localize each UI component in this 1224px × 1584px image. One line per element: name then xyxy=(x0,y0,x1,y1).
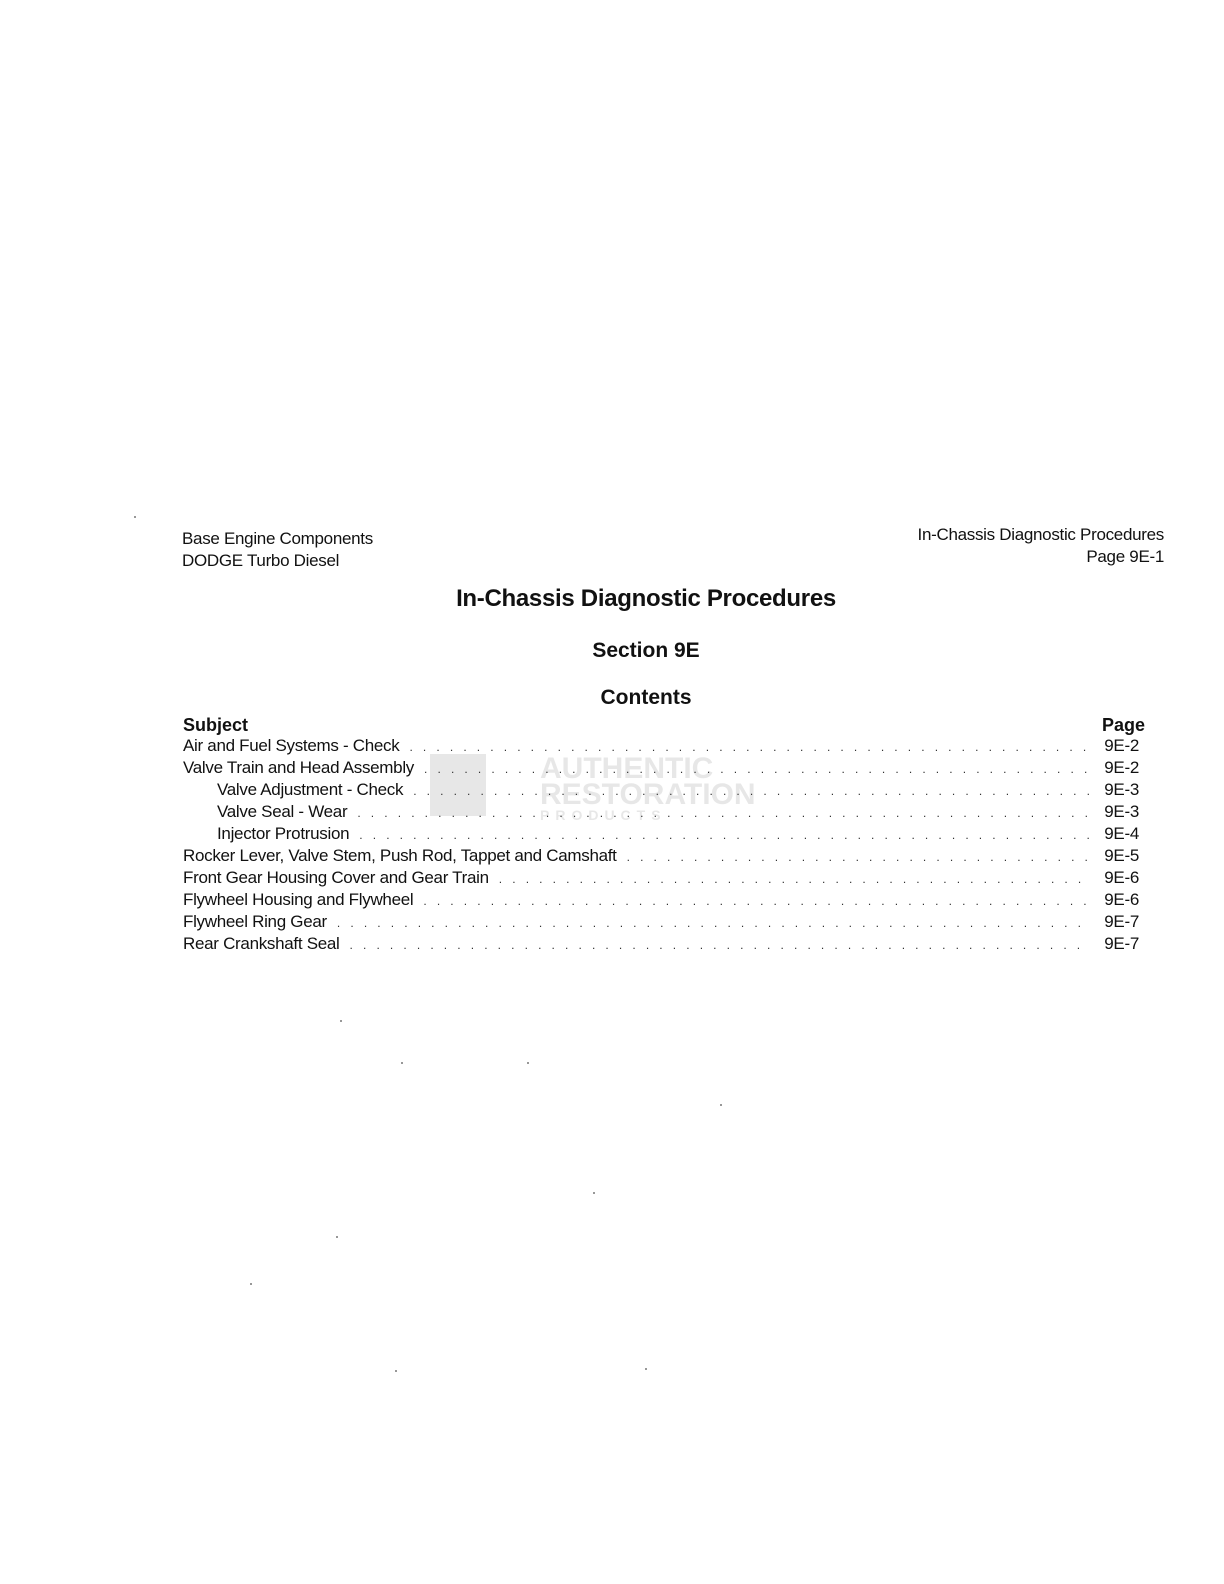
page-title: In-Chassis Diagnostic Procedures xyxy=(456,585,836,612)
toc-subject-header: Subject xyxy=(183,715,249,735)
header-vehicle: DODGE Turbo Diesel xyxy=(182,551,340,570)
toc-entry-page: 9E-3 xyxy=(1104,780,1139,799)
toc-entry-page: 9E-4 xyxy=(1104,824,1139,843)
scan-speck xyxy=(395,1370,397,1372)
toc-entry xyxy=(183,934,1139,956)
watermark-text-2: RESTORATION xyxy=(540,778,756,811)
scan-speck xyxy=(340,1020,342,1022)
toc-entry xyxy=(183,912,1139,934)
toc-dot-leader xyxy=(409,740,1091,754)
toc-header-row xyxy=(183,712,1145,736)
toc-entry-label: Air and Fuel Systems - Check xyxy=(183,736,400,755)
toc-page-header: Page xyxy=(1101,715,1145,735)
toc-entry-label: Injector Protrusion xyxy=(217,824,350,843)
toc-entry-page: 9E-2 xyxy=(1104,736,1139,755)
toc-entry-label: Valve Adjustment - Check xyxy=(217,780,404,799)
toc-entry-page: 9E-6 xyxy=(1104,890,1139,909)
toc-entry-page: 9E-6 xyxy=(1104,868,1139,887)
table-of-contents xyxy=(183,712,1145,956)
header-page-number: Page 9E-1 xyxy=(1086,547,1164,566)
toc-entry-label: Rear Crankshaft Seal xyxy=(183,934,340,953)
toc-entry-label: Front Gear Housing Cover and Gear Train xyxy=(183,868,489,887)
toc-entry-page: 9E-3 xyxy=(1104,802,1139,821)
header-chapter-title: In-Chassis Diagnostic Procedures xyxy=(917,525,1164,544)
toc-entry-label: Flywheel Ring Gear xyxy=(183,912,327,931)
toc-entry xyxy=(183,802,1139,824)
toc-dot-leader xyxy=(357,806,1091,820)
scan-speck xyxy=(250,1283,252,1285)
toc-entry-label: Valve Seal - Wear xyxy=(217,802,348,821)
scan-speck xyxy=(336,1236,338,1238)
toc-entry-page: 9E-7 xyxy=(1104,934,1139,953)
watermark-text-3: PRODUCTS xyxy=(540,807,667,822)
scan-speck xyxy=(720,1104,722,1106)
scan-speck xyxy=(527,1062,529,1064)
toc-entry-label: Flywheel Housing and Flywheel xyxy=(183,890,414,909)
toc-dot-leader xyxy=(359,828,1091,842)
toc-entry xyxy=(183,824,1139,846)
toc-entries xyxy=(183,736,1145,956)
scan-speck xyxy=(593,1192,595,1194)
toc-dot-leader xyxy=(350,938,1091,952)
toc-dot-leader xyxy=(337,916,1091,930)
scan-speck xyxy=(401,1062,403,1064)
toc-entry xyxy=(183,736,1139,758)
toc-entry-label: Valve Train and Head Assembly xyxy=(183,758,415,777)
scan-speck xyxy=(645,1368,647,1370)
header-manual-section: Base Engine Components xyxy=(182,529,373,548)
section-title: Section 9E xyxy=(592,639,700,662)
toc-dot-leader xyxy=(424,762,1091,776)
toc-entry-label: Rocker Lever, Valve Stem, Push Rod, Tappet and Camshaft xyxy=(183,846,617,865)
toc-entry-page: 9E-5 xyxy=(1104,846,1139,865)
toc-entry xyxy=(183,846,1139,868)
contents-heading: Contents xyxy=(600,686,692,709)
toc-dot-leader xyxy=(627,850,1091,864)
toc-entry xyxy=(183,780,1139,802)
watermark-text-1: AUTHENTIC xyxy=(540,752,714,785)
scan-speck xyxy=(134,516,136,518)
toc-entry-page: 9E-2 xyxy=(1104,758,1139,777)
toc-dot-leader xyxy=(423,894,1091,908)
running-header-right xyxy=(918,524,1164,568)
toc-entry xyxy=(183,758,1139,780)
toc-entry xyxy=(183,868,1139,890)
running-header-left xyxy=(182,528,373,572)
toc-entry-page: 9E-7 xyxy=(1104,912,1139,931)
toc-entry xyxy=(183,890,1139,912)
toc-dot-leader xyxy=(499,872,1091,886)
toc-dot-leader xyxy=(413,784,1091,798)
